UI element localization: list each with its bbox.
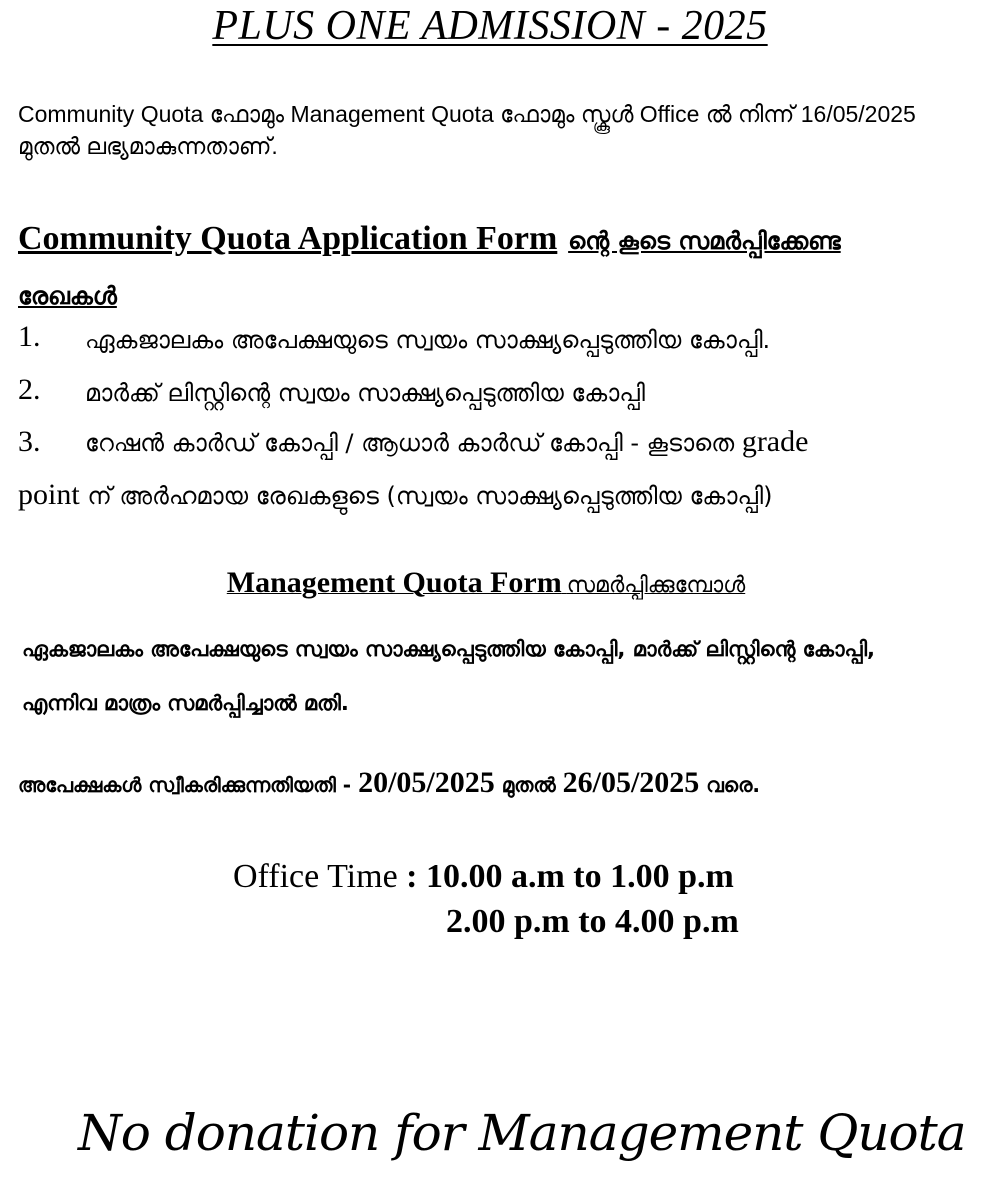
application-dates-suffix: വരെ. xyxy=(699,773,761,797)
management-quota-text: ഏകജാലകം അപേക്ഷയുടെ സ്വയം സാക്ഷ്യപ്പെടുത്തിയ കോപ്പി, മാർക്ക് ലിസ്റ്റിന്റെ കോപ്പി, എന്നിവ മാത്രം സമർപ്പിച്ചാൽ മതി. xyxy=(22,637,876,715)
document-item-3-text xyxy=(85,425,808,459)
community-heading-ml: ന്റെ കൂടെ സമർപ്പിക്കേണ്ട രേഖകൾ xyxy=(18,227,841,310)
continuation-en: point xyxy=(18,478,80,511)
community-quota-heading xyxy=(18,212,918,322)
page-title: PLUS ONE ADMISSION - 2025 xyxy=(212,3,768,49)
application-dates-label: അപേക്ഷകൾ സ്വീകരിക്കുന്നതിയതി - xyxy=(18,773,359,797)
application-start-date: 20/05/2025 xyxy=(358,766,495,799)
document-item-1-text: ഏകജാലകം അപേക്ഷയുടെ സ്വയം സാക്ഷ്യപ്പെടുത്തിയ കോപ്പി. xyxy=(85,326,771,354)
document-item-3-number: 3. xyxy=(18,425,41,458)
application-dates-mid: മുതൽ xyxy=(494,773,563,797)
management-heading-en: Management Quota Form xyxy=(226,566,562,599)
document-item-3-text-ml: റേഷൻ കാർഡ് കോപ്പി / ആധാർ കാർഡ് കോപ്പി - കൂടാതെ xyxy=(85,429,735,457)
office-time xyxy=(233,858,734,896)
office-time-label: Office Time xyxy=(233,858,398,895)
office-time-slot-1: : 10.00 a.m to 1.00 p.m xyxy=(406,858,734,895)
document-item-3-text-en: grade xyxy=(741,425,809,458)
footer-note: No donation for Management Quota xyxy=(78,1104,966,1162)
intro-text: Community Quota ഫോമും Management Quota ഫോമും സ്കൂൾ Office ൽ നിന്ന് 16/05/2025 മുതൽ ലഭ്യമാകുന്നതാണ്. xyxy=(18,101,916,159)
management-quota-heading xyxy=(0,566,972,600)
document-item-1-number: 1. xyxy=(18,320,41,353)
document-item-2-text: മാർക്ക് ലിസ്റ്റിന്റെ സ്വയം സാക്ഷ്യപ്പെടുത്തിയ കോപ്പി xyxy=(85,379,645,407)
document-item-3-continuation xyxy=(18,478,772,512)
application-end-date: 26/05/2025 xyxy=(562,766,700,799)
office-time-slot-2: 2.00 p.m to 4.00 p.m xyxy=(446,903,739,940)
application-dates xyxy=(18,766,760,800)
community-heading-en: Community Quota Application Form xyxy=(18,220,558,257)
document-item-2-number: 2. xyxy=(18,373,41,406)
management-heading-ml: സമർപ്പിക്കുമ്പോൾ xyxy=(566,573,746,598)
continuation-ml: ന് അർഹമായ രേഖകളുടെ (സ്വയം സാക്ഷ്യപ്പെടുത്തിയ കോപ്പി) xyxy=(87,482,773,510)
